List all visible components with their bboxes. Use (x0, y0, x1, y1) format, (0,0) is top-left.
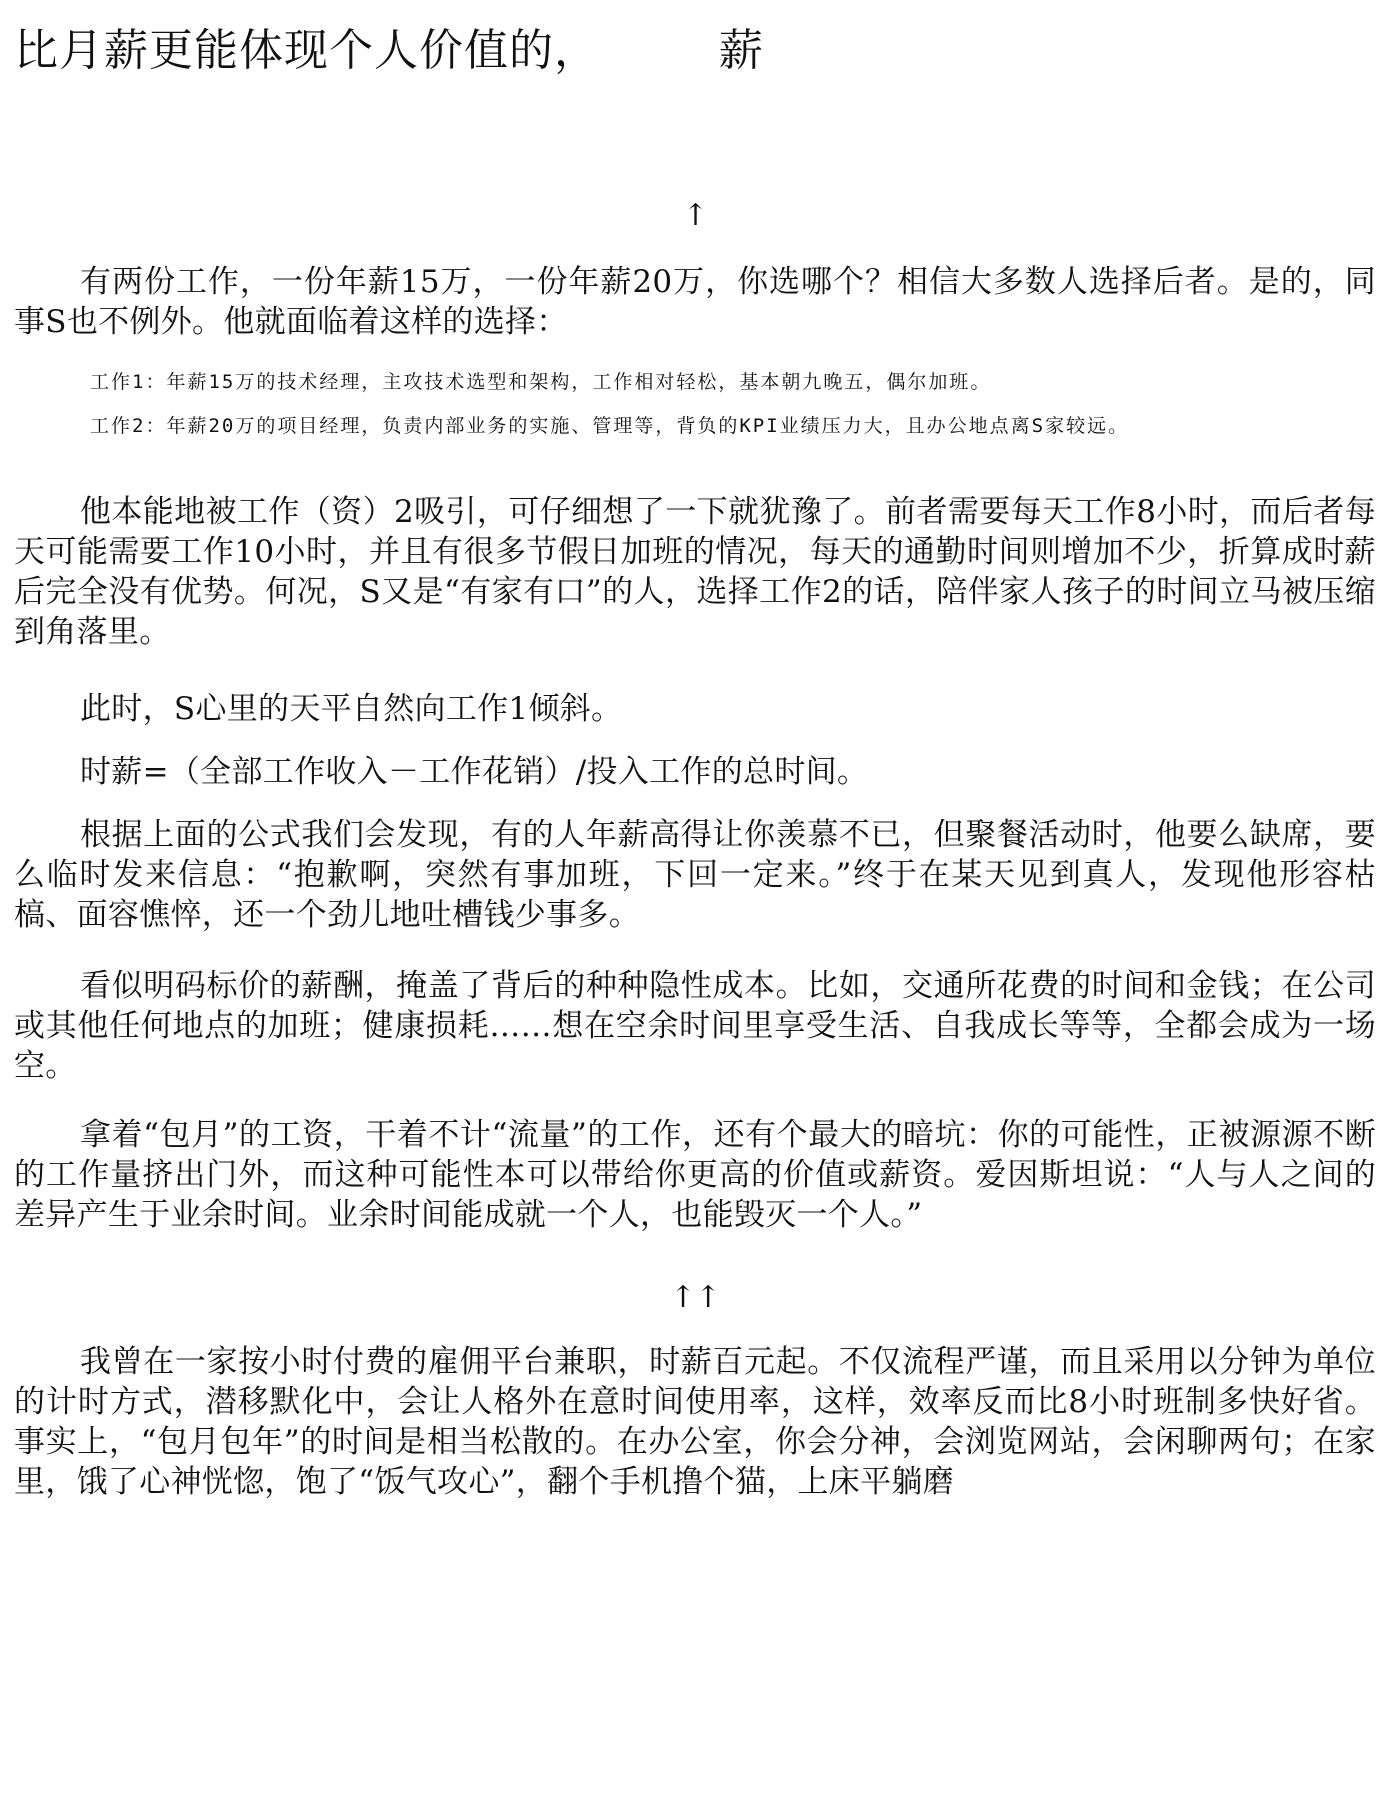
job-option-1: 工作1：年薪15万的技术经理，主攻技术选型和架构，工作相对轻松，基本朝九晚五，偶尔加班。 (90, 371, 992, 393)
paragraph-hesitation: 他本能地被工作（资）2吸引，可仔细想了一下就犹豫了。前者需要每天工作8小时，而后者每天可能需要工作10小时，并且有很多节假日加班的情况，每天的通勤时间则增加不少，折算成时薪后完全没有优势。何况，S又是“有家有口”的人，选择工作2的话，陪伴家人孩子的时间立马被压缩到角落里。 (14, 494, 1376, 650)
paragraph-high-salary: 根据上面的公式我们会发现，有的人年薪高得让你羡慕不已，但聚餐活动时，他要么缺席，要么临时发来信息：“抱歉啊，突然有事加班，下回一定来。”终于在某天见到真人，发现他形容枯槁、面容憔悴，还一个劲儿地吐槽钱少事多。 (14, 817, 1376, 933)
section-marker-2: ↑↑ (670, 1280, 721, 1315)
paragraph-monthly-wage: 拿着“包月”的工资，干着不计“流量”的工作，还有个最大的暗坑：你的可能性，正被源源不断的工作量挤出门外，而这种可能性本可以带给你更高的价值或薪资。爱因斯坦说：“人与人之间的差异产生于业余时间。业余时间能成就一个人，也能毁灭一个人。” (14, 1117, 1376, 1233)
section-marker-1: ↑ (682, 198, 709, 233)
paragraph-balance: 此时，S心里的天平自然向工作1倾斜。 (80, 691, 623, 727)
page-title: 比月薪更能体现个人价值的， 薪 (14, 25, 764, 76)
paragraph-hourly-platform: 我曾在一家按小时付费的雇佣平台兼职，时薪百元起。不仅流程严谨，而且采用以分钟为单位的计时方式，潜移默化中，会让人格外在意时间使用率，这样，效率反而比8小时班制多快好省。事实上，“包月包年”的时间是相当松散的。在办公室，你会分神，会浏览网站，会闲聊两句；在家里，饿了心神恍惚，饱了“饭气攻心”，翻个手机撸个猫，上床平躺磨 (14, 1344, 1376, 1500)
paragraph-hidden-costs: 看似明码标价的薪酬，掩盖了背后的种种隐性成本。比如，交通所花费的时间和金钱；在公司或其他任何地点的加班；健康损耗……想在空余时间里享受生活、自我成长等等，全都会成为一场空。 (14, 968, 1376, 1084)
paragraph-formula: 时薪=（全部工作收入－工作花销）/投入工作的总时间。 (80, 754, 869, 790)
job-option-2: 工作2：年薪20万的项目经理，负责内部业务的实施、管理等，背负的KPI业绩压力大，且办公地点离S家较远。 (90, 415, 1130, 437)
paragraph-intro: 有两份工作，一份年薪15万，一份年薪20万，你选哪个？相信大多数人选择后者。是的，同事S也不例外。他就面临着这样的选择： (14, 264, 1376, 340)
